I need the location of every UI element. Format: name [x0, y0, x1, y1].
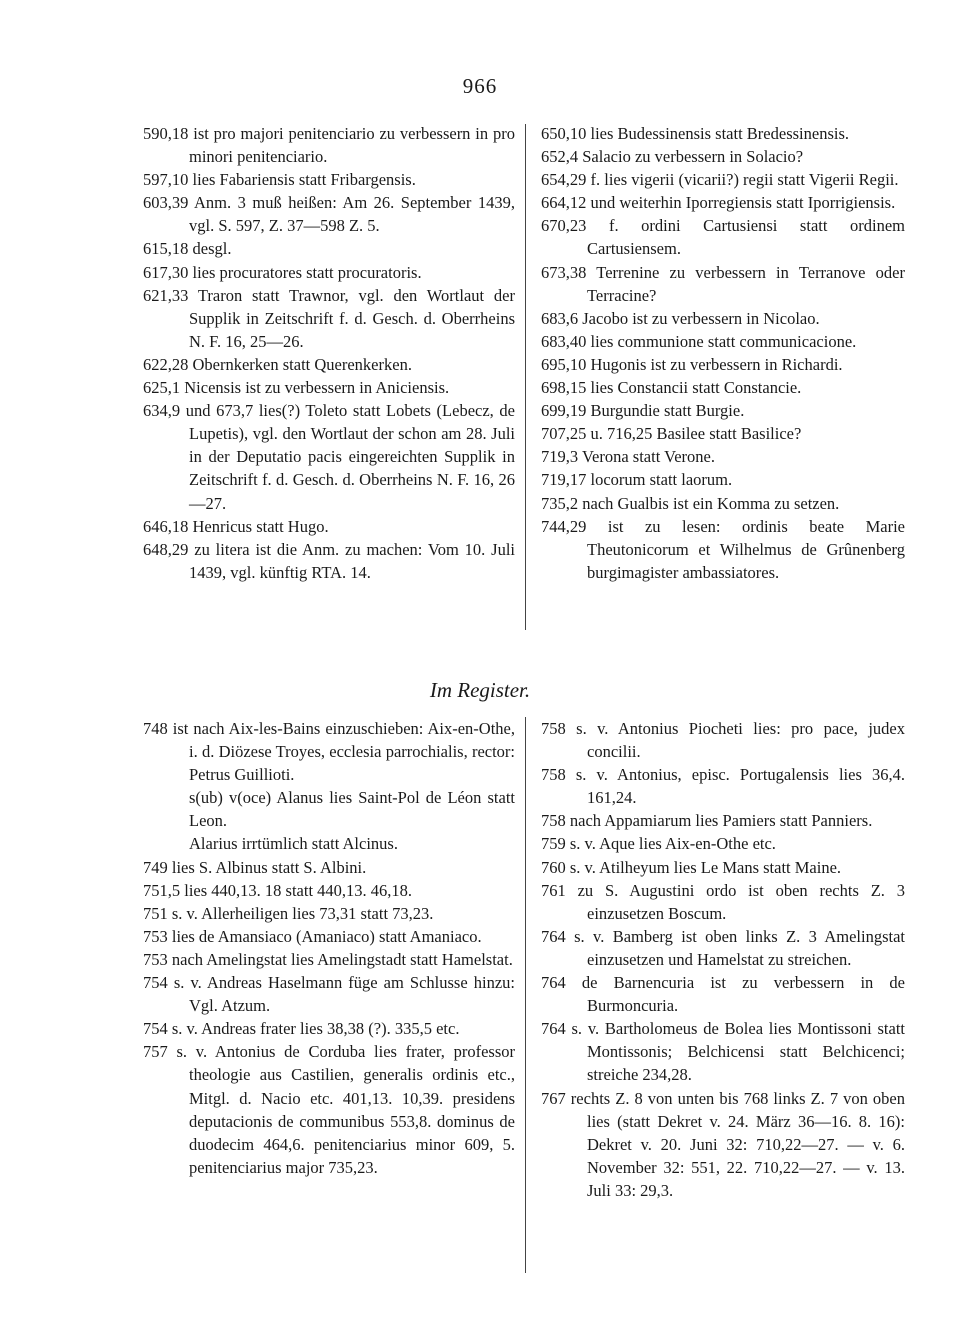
register-entry: s(ub) v(oce) Alanus lies Saint-Pol de Léon statt Leon.: [189, 788, 515, 831]
correction-entry: 695,10 Hugonis ist zu verbessern in Richardi.: [541, 354, 843, 374]
correction-entry: 707,25 u. 716,25 Basilee statt Basilice?: [541, 424, 802, 444]
register-heading: Im Register.: [429, 678, 531, 702]
correction-entry: 590,18 ist pro majori penitenciario zu verbessern in pro minori penitenciario.: [143, 124, 515, 167]
correction-entry: 699,19 Burgundie statt Burgie.: [541, 401, 745, 421]
correction-entry: 664,12 und weiterhin Iporregiensis statt Iporrigiensis.: [541, 193, 896, 213]
correction-entry: 735,2 nach Gualbis ist ein Komma zu setzen.: [541, 493, 840, 513]
correction-entry: 622,28 Obernkerken statt Querenkerken.: [143, 354, 412, 374]
correction-entry: 719,17 locorum statt laorum.: [541, 470, 733, 490]
register-entry: 759 s. v. Aque lies Aix-en-Othe etc.: [541, 834, 776, 854]
register-entry: Alarius irrtümlich statt Alcinus.: [189, 834, 398, 854]
correction-entry: 646,18 Henricus statt Hugo.: [143, 516, 329, 536]
register-entry: 751,5 lies 440,13. 18 statt 440,13. 46,18.: [143, 880, 413, 900]
register-entry: 751 s. v. Allerheiligen lies 73,31 statt 73,23.: [143, 903, 434, 923]
correction-entry: 744,29 ist zu lesen: ordinis beate Marie Theutonicorum et Wilhelmus de Grûnenberg burgimagister ambassiatores.: [541, 516, 905, 582]
correction-entry: 621,33 Traron statt Trawnor, vgl. den Wortlaut der Supplik in Zeitschrift f. d. Gesch. d. Oberrheins N. F. 16, 25—26.: [143, 285, 515, 351]
corrections-column-top-left: [143, 122, 515, 584]
correction-entry: 597,10 lies Fabariensis statt Fribargensis.: [143, 170, 416, 190]
correction-entry: 648,29 zu litera ist die Anm. zu machen: Vom 10. Juli 1439, vgl. künftig RTA. 14.: [143, 539, 515, 582]
correction-entry: 670,23 f. ordini Cartusiensi statt ordinem Cartusiensem.: [541, 216, 905, 259]
correction-entry: 617,30 lies procuratores statt procuratoris.: [143, 262, 422, 282]
correction-entry: 625,1 Nicensis ist zu verbessern in Aniciensis.: [143, 378, 450, 398]
register-entry: 761 zu S. Augustini ordo ist oben rechts Z. 3 einzusetzen Boscum.: [541, 880, 905, 923]
register-entry: 767 rechts Z. 8 von unten bis 768 links Z. 7 von oben lies (statt Dekret v. 24. März 36—16. 8. 16): Dekret v. 20. Juni 32: 710,22—27. — v. 6. November 32: 551, 22. 710,22—27. — v. 13. Juli 33: 29,3.: [541, 1088, 905, 1200]
correction-entry: 683,6 Jacobo ist zu verbessern in Nicolao.: [541, 308, 820, 328]
register-entry: 758 nach Appamiarum lies Pamiers statt Panniers.: [541, 811, 873, 831]
correction-entry: 683,40 lies communione statt communicacione.: [541, 331, 857, 351]
register-column-left: [143, 717, 515, 1179]
register-entry: 758 s. v. Antonius, episc. Portugalensis lies 36,4. 161,24.: [541, 765, 905, 808]
correction-entry: 719,3 Verona statt Verone.: [541, 447, 715, 467]
register-column-right: [541, 717, 905, 1202]
correction-entry: 673,38 Terrenine zu verbessern in Terranove oder Terracine?: [541, 262, 905, 305]
register-entry: 764 s. v. Bamberg ist oben links Z. 3 Amelingstat einzusetzen und Hamelstat zu streichen.: [541, 926, 905, 969]
register-entry: 749 lies S. Albinus statt S. Albini.: [143, 857, 367, 877]
register-entry: 764 s. v. Bartholomeus de Bolea lies Montissoni statt Montissonis; Belchicensi statt Belchicenci; streiche 234,28.: [541, 1019, 905, 1085]
register-entry: 760 s. v. Atilheyum lies Le Mans statt Maine.: [541, 857, 842, 877]
correction-entry: 652,4 Salacio zu verbessern in Solacio?: [541, 147, 804, 167]
register-entry: 753 nach Amelingstat lies Amelingstadt statt Hamelstat.: [143, 949, 513, 969]
column-divider-top: [525, 124, 526, 630]
register-entry: 748 ist nach Aix-les-Bains einzuschieben: Aix-en-Othe, i. d. Diözese Troyes, ecclesia parrochialis, rector: Petrus Guillioti.: [143, 719, 515, 785]
corrections-column-top-right: [541, 122, 905, 584]
register-entry: 757 s. v. Antonius de Corduba lies frater, professor theologie aus Castilien, generalis ordinis etc., Mitgl. d. Nacio etc. 401,13. 10,39. presidens deputacionis de communibus 553,8. dominus de duodecim 464,6. penitenciarius minor 609, 5. penitenciarius major 735,23.: [143, 1042, 515, 1177]
correction-entry: 650,10 lies Budessinensis statt Bredessinensis.: [541, 124, 849, 143]
correction-entry: 698,15 lies Constancii statt Constancie.: [541, 378, 802, 398]
column-divider-bottom: [525, 717, 526, 1273]
correction-entry: 603,39 Anm. 3 muß heißen: Am 26. September 1439, vgl. S. 597, Z. 37—598 Z. 5.: [143, 193, 515, 236]
register-entry: 764 de Barnencuria ist zu verbessern in de Burmoncuria.: [541, 973, 905, 1016]
register-entry: 753 lies de Amansiaco (Amaniaco) statt Amaniaco.: [143, 926, 482, 946]
correction-entry: 654,29 f. lies vigerii (vicarii?) regii statt Vigerii Regii.: [541, 170, 899, 190]
register-entry: 754 s. v. Andreas frater lies 38,38 (?). 335,5 etc.: [143, 1019, 460, 1039]
correction-entry: 615,18 desgl.: [143, 239, 232, 259]
register-entry: 754 s. v. Andreas Haselmann füge am Schlusse hinzu: Vgl. Atzum.: [143, 973, 515, 1016]
page-number: 966: [462, 74, 498, 98]
correction-entry: 634,9 und 673,7 lies(?) Toleto statt Lobets (Lebecz, de Lupetis), vgl. den Wortlaut der schon am 28. Juli in der Deputatio pacis eingereichten Supplik in Zeitschrift f. d. Gesch. d. Oberrheins N. F. 16, 26—27.: [143, 401, 515, 513]
register-entry: 758 s. v. Antonius Piocheti lies: pro pace, judex concilii.: [541, 719, 905, 762]
